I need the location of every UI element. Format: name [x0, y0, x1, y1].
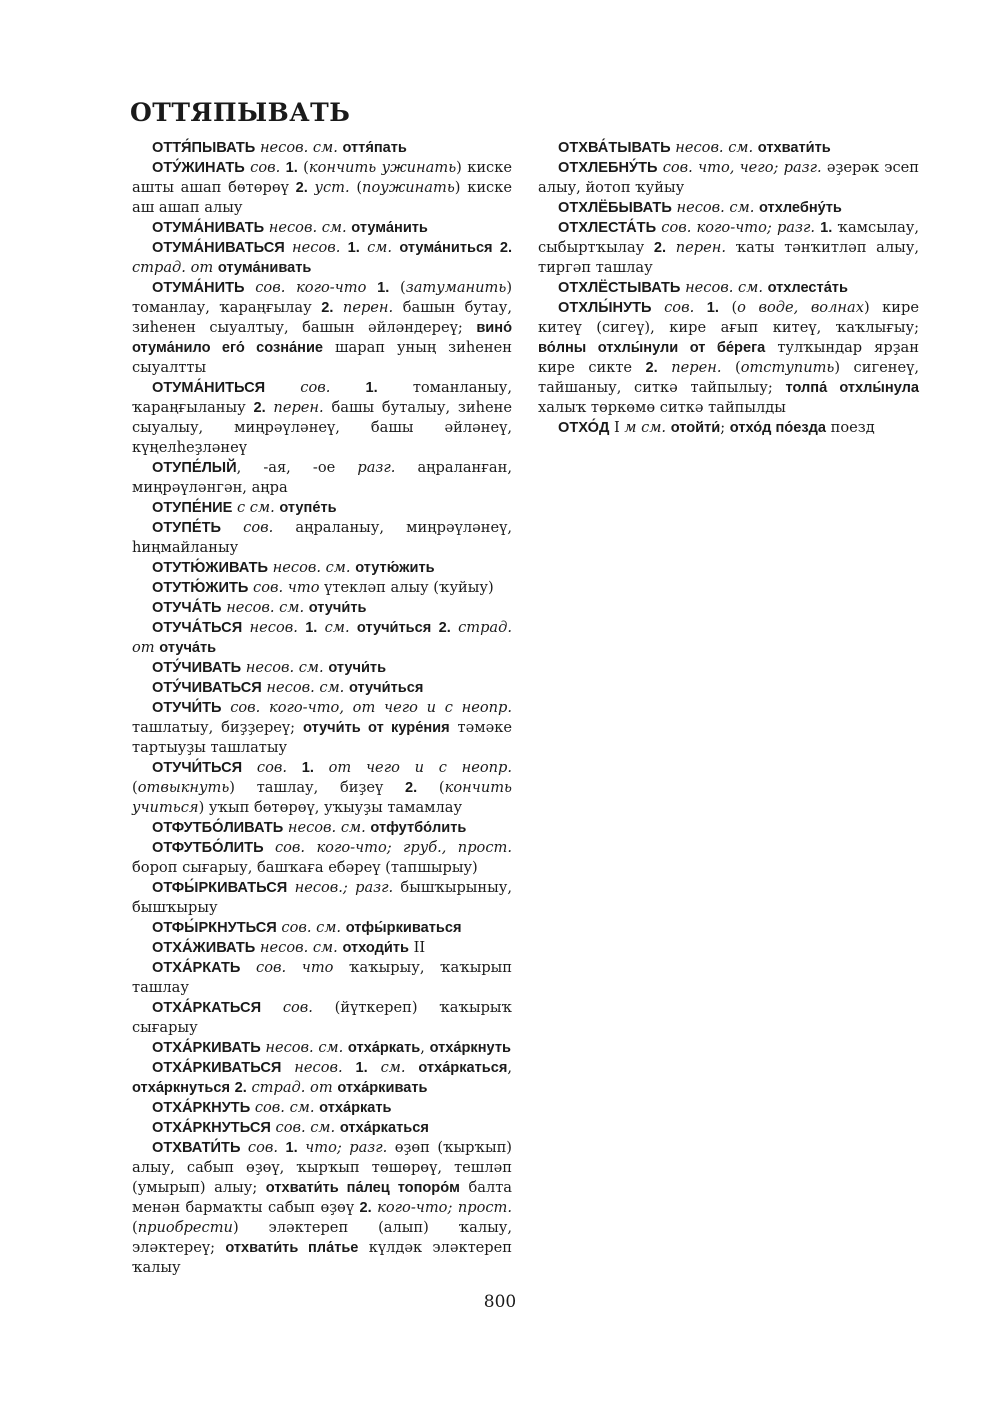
dictionary-entry: ОТХА́РКИВАТЬ несов. см. отха́ркать, отха́ркнуть — [152, 1039, 511, 1056]
dictionary-entry: ОТУМА́НИВАТЬСЯ несов. 1. см. отума́ниться 2. страд. от отума́нивать — [132, 239, 513, 276]
dictionary-entry: ОТУТЮ́ЖИТЬ сов. что үтекләп алыу (ҡуйыу) — [152, 579, 494, 596]
dictionary-entry: ОТХЛЁСТЫВАТЬ несов. см. отхлеста́ть — [558, 279, 848, 296]
dictionary-entry: ОТХА́РКАТЬ сов. что ҡаҡырыу, ҡаҡырып ташлау — [132, 959, 513, 996]
dictionary-entry: ОТУПЕ́ЛЫЙ, -ая, -ое разг. аңраланған, миңрәүләнгән, аңра — [132, 459, 512, 496]
dictionary-entry: ОТФУТБО́ЛИВАТЬ несов. см. отфутбо́лить — [152, 819, 467, 836]
dictionary-entry: ОТХО́Д I м см. отойти́; отхо́д по́езда поезд — [558, 419, 875, 436]
dictionary-entry: ОТУЧИ́ТЬСЯ сов. 1. от чего и с неопр. (отвыкнуть) ташлау, биҙеү 2. (кончить учиться) уҡып бөтөрөү, уҡыуҙы тамамлау — [132, 759, 513, 816]
dictionary-entry: ОТФЫ́РКИВАТЬСЯ несов.; разг. бышҡырыныу, бышҡырыу — [132, 879, 512, 916]
dictionary-entry: ОТУМА́НИВАТЬ несов. см. отума́нить — [152, 219, 428, 236]
dictionary-entry: ОТУ́ЧИВАТЬ несов. см. отучи́ть — [152, 659, 387, 676]
dictionary-entry: ОТХА́РКИВАТЬСЯ несов. 1. см. отха́ркаться, отха́ркнуться 2. страд. от отха́ркивать — [132, 1059, 513, 1096]
dictionary-entry: ОТУЧА́ТЬСЯ несов. 1. см. отучи́ться 2. страд. от отуча́ть — [132, 619, 513, 656]
dictionary-entry: ОТУ́ЧИВАТЬСЯ несов. см. отучи́ться — [152, 679, 424, 696]
dictionary-entry: ОТХА́РКАТЬСЯ сов. (йүткереп) ҡаҡырыҡ сығарыу — [132, 999, 512, 1036]
page-title: ОТТЯПЫВАТЬ — [130, 98, 351, 127]
dictionary-entry: ОТТЯ́ПЫВАТЬ несов. см. оття́пать — [152, 139, 407, 156]
dictionary-entry: ОТУМА́НИТЬ сов. кого-что 1. (затуманить) томанлау, ҡараңғылау 2. перен. башын бутау, зиһенен сыуалтыу, башын әйләндереү; вино́ отума́нило его́ созна́ние шарап уның зиһенен сыуалтты — [132, 279, 513, 376]
dictionary-entry: ОТХВА́ТЫВАТЬ несов. см. отхвати́ть — [558, 139, 831, 156]
dictionary-entry: ОТФУТБО́ЛИТЬ сов. кого-что; груб., прост. бороп сығарыу, башҡаға ебәреү (тапшырыу) — [132, 839, 512, 876]
dictionary-entry: ОТУЧА́ТЬ несов. см. отучи́ть — [152, 599, 367, 616]
dictionary-entry: ОТУПЕ́ТЬ сов. аңраланыу, миңрәүләнеү, һиңмайланыу — [132, 519, 512, 556]
right-column — [538, 138, 919, 438]
dictionary-entry: ОТУТЮ́ЖИВАТЬ несов. см. отутю́жить — [152, 559, 435, 576]
dictionary-entry: ОТУПЕ́НИЕ с см. отупе́ть — [152, 499, 337, 516]
dictionary-entry: ОТХЛЕСТА́ТЬ сов. кого-что; разг. 1. ҡамсылау, сыбыртҡылау 2. перен. ҡаты тәнҡитләп алыу, тиргәп ташлау — [538, 219, 920, 276]
dictionary-entry: ОТУ́ЖИНАТЬ сов. 1. (кончить ужинать) киске ашты ашап бөтөрөү 2. уст. (поужинать) киске аш ашап алыу — [132, 159, 512, 216]
dictionary-entry: ОТХА́РКНУТЬСЯ сов. см. отха́ркаться — [152, 1119, 429, 1136]
page-number: 800 — [483, 1292, 517, 1312]
dictionary-entry: ОТУМА́НИТЬСЯ сов. 1. томанланыу, ҡараңғыланыу 2. перен. башы буталыу, зиһене сыуалыу, миңрәүләнеү, башы әйләнеү, күңелһеҙләнеү — [132, 379, 512, 456]
dictionary-entry: ОТХЛЁБЫВАТЬ несов. см. отхлебну́ть — [558, 199, 842, 216]
dictionary-entry: ОТХА́ЖИВАТЬ несов. см. отходи́ть II — [152, 939, 426, 956]
dictionary-entry: ОТУЧИ́ТЬ сов. кого-что, от чего и с неопр. ташлатыу, биҙҙереү; отучи́ть от куре́ния тәмәке тартыуҙы ташлатыу — [132, 699, 512, 756]
dictionary-entry: ОТХА́РКНУТЬ сов. см. отха́ркать — [152, 1099, 392, 1116]
dictionary-entry: ОТФЫ́РКНУТЬСЯ сов. см. отфы́ркиваться — [152, 919, 462, 936]
dictionary-entry: ОТХЛЕБНУ́ТЬ сов. что, чего; разг. әҙерәк эсеп алыу, йотоп ҡуйыу — [538, 159, 919, 196]
dictionary-entry: ОТХВАТИ́ТЬ сов. 1. что; разг. өҙөп (ҡырҡып) алыу, сабып өҙөү, ҡырҡып төшөрөү, тешләп (умырып) алыу; отхвати́ть па́лец топоро́м балта менән бармаҡты сабып өҙөү 2. кого-что; прост. (приобрести) эләктереп (алып) ҡалыу, эләктереү; отхвати́ть пла́тье күлдәк эләктереп ҡалыу — [132, 1139, 513, 1276]
left-column — [132, 138, 512, 1278]
dictionary-entry: ОТХЛЫ́НУТЬ сов. 1. (о воде, волнах) кире китеү (сигеү), кире ағып китеү, ҡаҡлығыу; во́лны отхлы́нули от бе́рега тулҡындар ярҙан кире сикте 2. перен. (отступить) сигенеү, тайшаныу, ситкә тайпылыу; толпа́ отхлы́нула халыҡ төркөмө ситкә тайпылды — [538, 299, 920, 416]
